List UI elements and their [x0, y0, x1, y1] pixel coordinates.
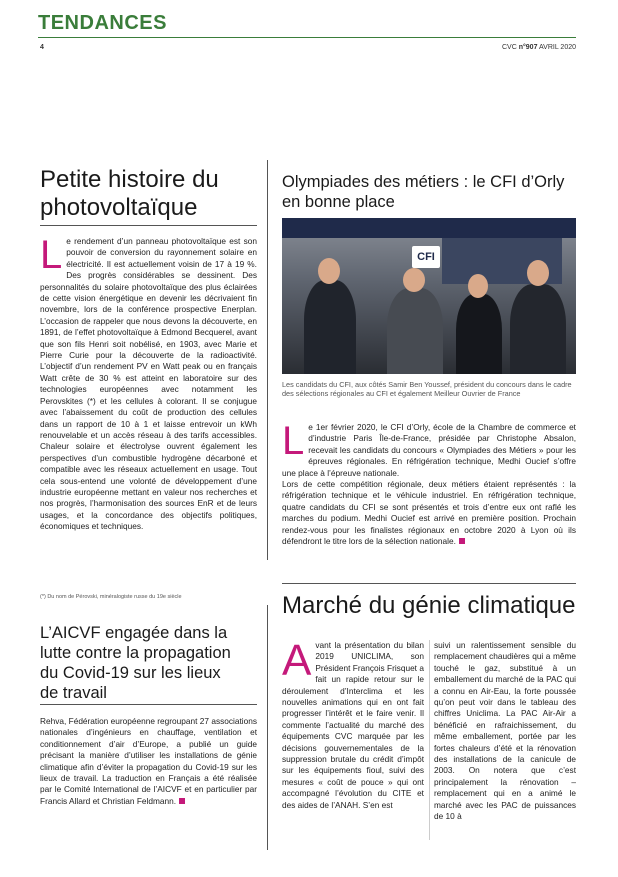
- article-body-aicvf: [40, 716, 257, 807]
- end-mark: [179, 798, 185, 804]
- person-1: [304, 280, 356, 374]
- title-rule: [40, 225, 257, 226]
- column-divider-bottom: [267, 605, 268, 850]
- article-body-photovoltaique: [40, 233, 257, 533]
- photo-caption: Les candidats du CFI, aux côtés Samir Ben Youssef, président du concours dans le cadre des sélections régionales au CFI et également Meilleur Ouvrier de France: [282, 380, 572, 399]
- person-2: [387, 288, 443, 374]
- header-rule: [38, 37, 576, 38]
- article-body-marche-col2: [434, 640, 576, 823]
- article-title-marche: Marché du génie climatique: [282, 592, 576, 619]
- end-mark: [459, 538, 465, 544]
- issue-number: n°907: [518, 44, 538, 51]
- article-title-photovoltaique: Petite histoire du photovoltaïque: [40, 166, 219, 221]
- dropcap: L: [282, 419, 305, 463]
- dropcap: A: [282, 636, 312, 685]
- person-3: [456, 294, 502, 374]
- body-text-2: Lors de cette compétition régionale, deux métiers étaient représentés : la réfrigération technique et le véhicule industriel. En réfrigération technique, quatre candidats du CFI se sont présentés et trois d’entre eux ont raflé les marches du podium. Medhi Oucief est arrivé en première position. Prochain rendez-vous pour les finalistes régionaux en octobre 2020 à Lyon où ils défendront le titre lors de la sélection nationale.: [282, 479, 576, 547]
- cfi-logo: CFI: [412, 246, 440, 268]
- person-2-head: [403, 268, 425, 292]
- article-body-olympiades: [282, 419, 576, 547]
- page-number: 4: [40, 44, 44, 51]
- article-title-olympiades: Olympiades des métiers : le CFI d’Orly en bonne place: [282, 173, 565, 211]
- inner-column-divider: [429, 640, 430, 840]
- photo-banner: [282, 218, 576, 238]
- body-text: vant la présentation du bilan 2019 UNICLIMA, son Président François Frisquet a fait un rapide retour sur le déroulement d’Interclima et les nouvelles animations qui en ont fait progresser l’intérêt et le faire venir. Il commente l’actualité du marché des équipements CVC marquée par les décisions gouvernementales de la suppression brutale du crédit d’impôt sur les équipements fioul, suivi des mesures « coût de pouce » qui ont accompagné l’évolution du CITE et des aides de l’ANAH. S’en est: [282, 640, 424, 810]
- issue-prefix: CVC: [501, 44, 517, 51]
- section-title: TENDANCES: [38, 12, 167, 34]
- issue-date: AVRIL 2020: [539, 44, 576, 51]
- person-1-head: [318, 258, 340, 284]
- body-text: e rendement d’un panneau photovoltaïque est son pouvoir de conversion du rayonnement solaire en électricité. Il est actuellement voisin de 17 à 19 %. Des progrès considérables se dessinent. Des personnalités du solaire photovoltaïque des plus éclairées de cette vision énergétique en devenir les décrivaient fin novembre, lors de la conférence prospective Enerplan. L’occasion de rappeler que nous devons la découverte, en 1891, de l’effet photovoltaïque à Edmond Becquerel, avant que son fils Henri soit nobélisé, en 1903, avec Marie et Pierre Curie pour la découverte de la radioactivité. L’objectif d’un rendement PV en Watt peak ou en français Watt crête de 30 % est atteint en laboratoire sur des technologies européennes avec notamment les Perovskites (*) et les cellules à colorant. Il se conjugue avec l’abaissement du coût de production des cellules dans un rapport de 10 à 1 et laisse entrevoir un kWh renouvelable et un accès réseau à des tarifs accessibles. Chaleur solaire et électrolyse ouvrent également les perspectives d’un combustible hydrogène décarboné et compatible avec les réseaux actuellement en usage. Tout cela sous-entend une volonté de développement d’une industrie européenne mettant en valeur nos recherches et nos progrès, l’harmonisation des sources EnR et de leurs usages, et la concordance des objectifs politiques, économiques et techniques.: [40, 236, 257, 532]
- dropcap: L: [40, 233, 63, 277]
- issue-label: [502, 44, 576, 51]
- column-divider-top: [267, 160, 268, 560]
- article-title-aicvf: L’AICVF engagée dans la lutte contre la propagation du Covid-19 sur les lieux de travail: [40, 624, 231, 702]
- section-rule: [282, 583, 576, 584]
- title-rule: [40, 704, 257, 705]
- event-photo: [282, 218, 576, 374]
- person-4-head: [527, 260, 549, 286]
- body-text: suivi un ralentissement sensible du remplacement chaudières qui a même touché le gaz, substitué à un emballement du marché de la PAC qui a connu en Air-Eau, la forte poussée qu’on peut voir dans le tableau des chiffres Uniclima. La PAC Air-Air a bénéficié en rafraichissement, du même emballement, portée par les fortes chaleurs d’été et la rénovation des installations de la canicule de 2003. On notera que c’est principalement la rénovation – remplacement qui en a animé le marché avec les PAC de puissances de 10 à: [434, 640, 576, 822]
- body-text-1: e 1er février 2020, le CFI d’Orly, école de la Chambre de commerce et d’industrie Paris Île-de-France, présidée par Christophe Absalon, recevait les candidats du concours « Olympiades des Métiers » pour les épreuves régionales. En réfrigération technique, Medhi Oucief s’offre une place à l’épreuve nationale.: [282, 422, 576, 478]
- person-4: [510, 284, 566, 374]
- article-body-marche-col1: [282, 636, 424, 811]
- body-text: Rehva, Fédération européenne regroupant 27 associations nationales d’ingénieurs en chauffage, ventilation et conditionnement d’air d’Europe, a publié un guide précisant la manière d’utiliser les installations de génie climatique afin d’éviter la propagation du Covid-19 sur les lieux de travail. La traduction en Français a été réalisée par le Comité International de l’AICVF et en particulier par Francis Allard et Christian Feldmann.: [40, 716, 257, 806]
- footnote: (*) Du nom de Pérovski, minéralogiste russe du 19e siècle: [40, 594, 182, 600]
- person-3-head: [468, 274, 488, 298]
